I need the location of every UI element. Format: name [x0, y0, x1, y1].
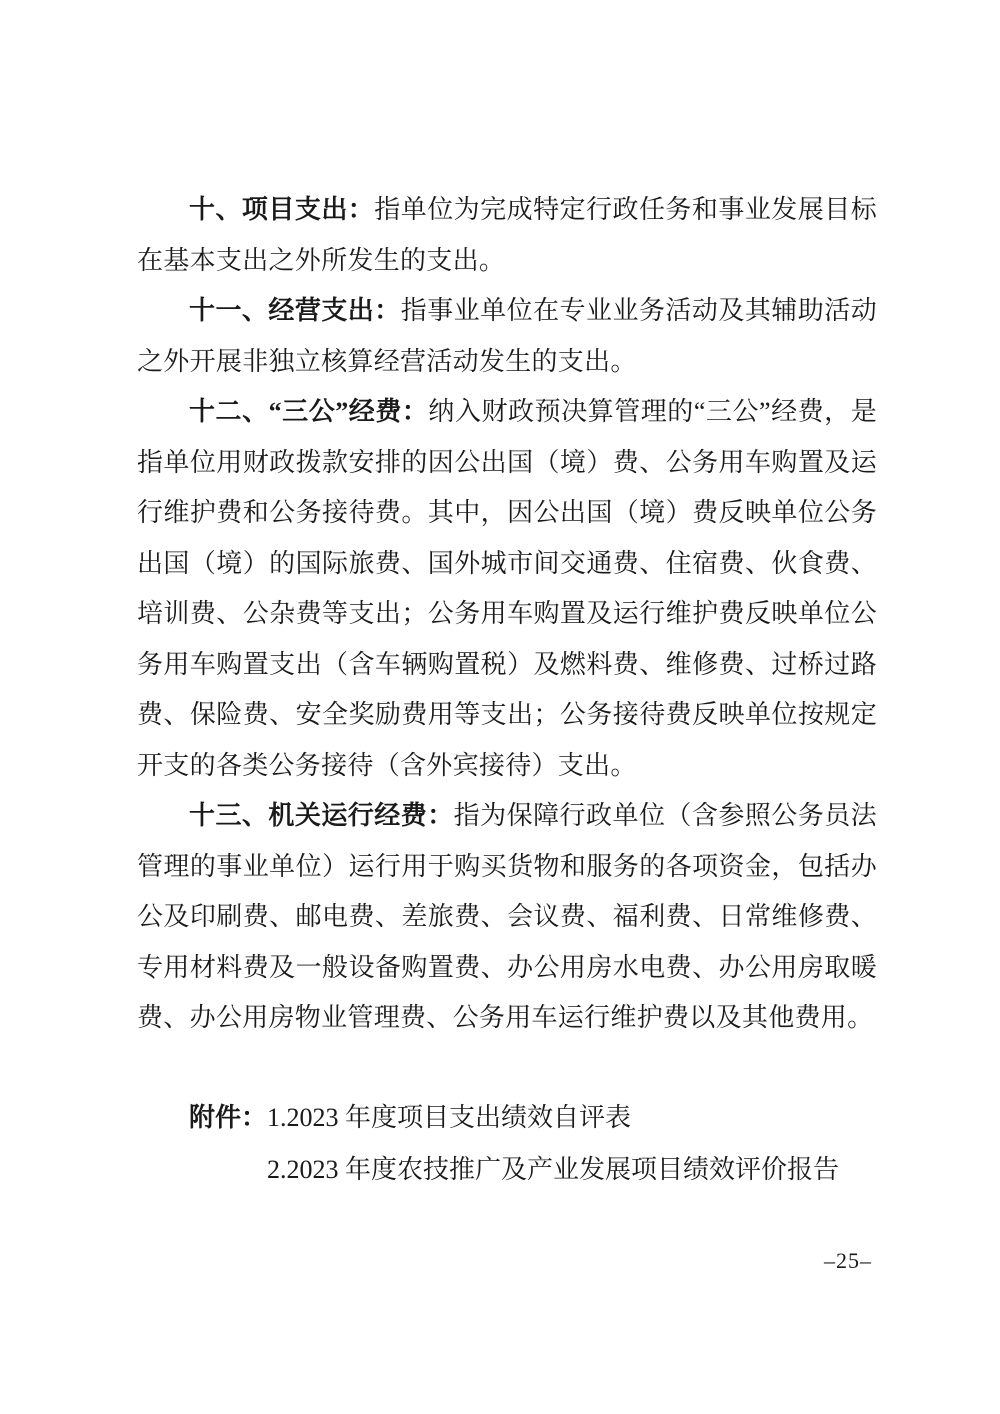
paragraph-item-12: [137, 387, 877, 791]
attachments-list: [267, 1092, 839, 1196]
attachment-item-2: 2.2023 年度农技推广及产业发展项目绩效评价报告: [267, 1154, 840, 1184]
paragraph-text: 指为保障行政单位（含参照公务员法管理的事业单位）运行用于购买货物和服务的各项资金，包括办公及印刷费、邮电费、差旅费、会议费、福利费、日常维修费、专用材料费及一般设备购置费、办公用房水电费、办公用房取暖费、办公用房物业管理费、公务用车运行维护费以及其他费用。: [137, 801, 877, 1032]
term-operating-expenditure: 十一、经营支出：: [189, 296, 401, 325]
attachment-item-1: 1.2023 年度项目支出绩效自评表: [267, 1102, 632, 1132]
attachments-label: 附件：: [189, 1102, 268, 1132]
paragraph-text: 指单位为完成特定行政任务和事业发展目标在基本支出之外所发生的支出。: [137, 195, 877, 275]
paragraph-item-13: [137, 791, 877, 1044]
term-project-expenditure: 十、项目支出：: [189, 195, 375, 224]
document-body: [137, 185, 877, 1196]
page-number: –25–: [824, 1248, 872, 1273]
paragraph-item-10: [137, 185, 877, 286]
term-three-public-funds: 十二、“三公”经费：: [189, 397, 429, 426]
paragraph-text: 纳入财政预决算管理的“三公”经费，是指单位用财政拨款安排的因公出国（境）费、公务用车购置及运行维护费和公务接待费。其中，因公出国（境）费反映单位公务出国（境）的国际旅费、国外城市间交通费、住宿费、伙食费、培训费、公杂费等支出；公务用车购置及运行维护费反映单位公务用车购置支出（含车辆购置税）及燃料费、维修费、过桥过路费、保险费、安全奖励费用等支出；公务接待费反映单位按规定开支的各类公务接待（含外宾接待）支出。: [137, 397, 877, 780]
term-agency-operating-funds: 十三、机关运行经费：: [189, 801, 454, 830]
attachments-block: [137, 1092, 877, 1196]
paragraph-item-11: [137, 286, 877, 387]
paragraph-text: 指事业单位在专业业务活动及其辅助活动之外开展非独立核算经营活动发生的支出。: [137, 296, 877, 376]
